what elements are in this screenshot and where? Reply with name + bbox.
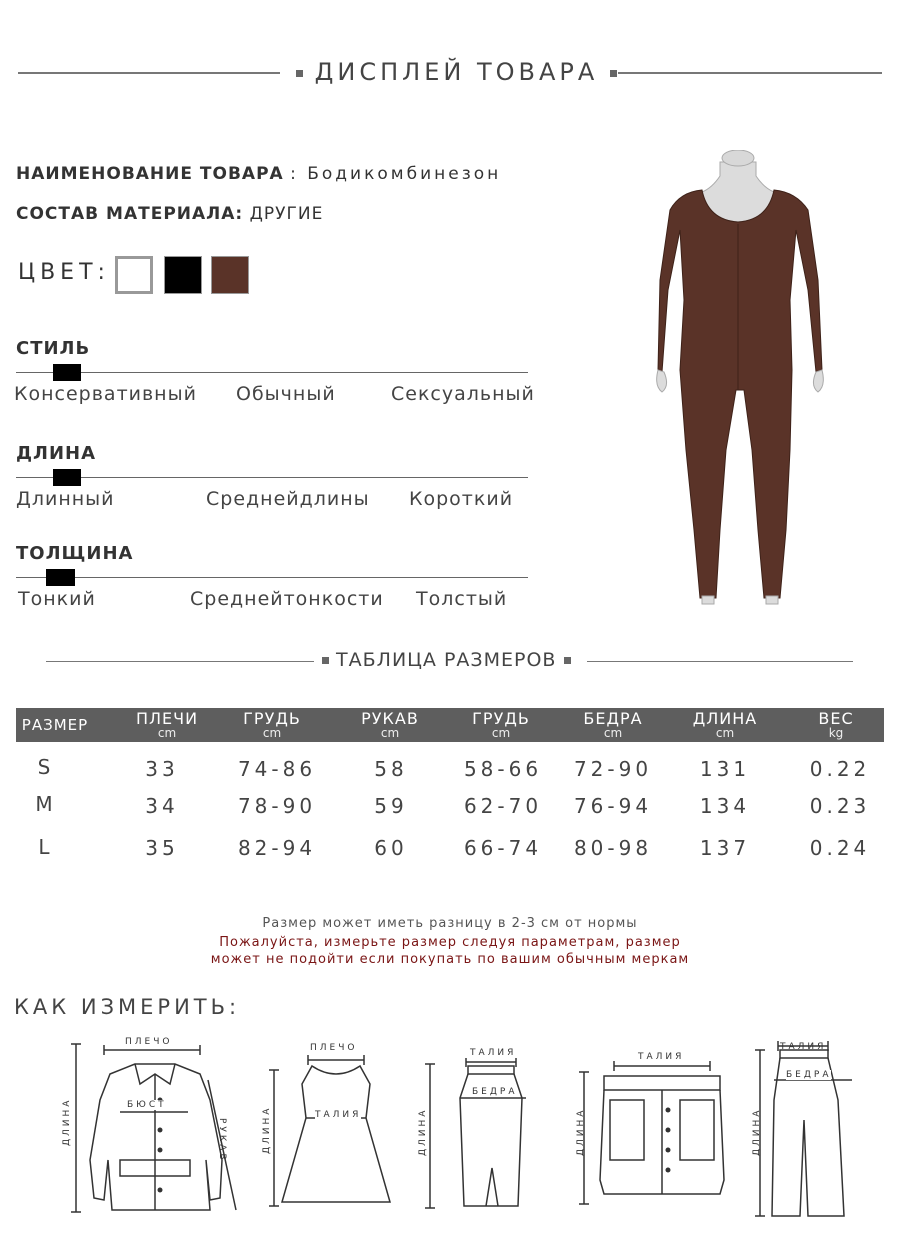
header-chest: ГРУДЬ cm [243,709,301,740]
table-cell: 0.24 [809,836,871,860]
table-cell: 82-94 [237,836,317,860]
header-shoulder: ПЛЕЧИ cm [135,709,199,740]
dress-length-label: ДЛИНА [262,1105,272,1154]
pants-diagram [748,1040,868,1220]
skirt-hips-label: БЕДРА [472,1087,518,1097]
dress-diagram [262,1054,402,1214]
table-cell: 131 [699,757,751,781]
color-swatch-brown[interactable] [211,256,249,294]
header-length: ДЛИНА cm [692,709,758,740]
table-cell: 0.22 [809,757,871,781]
length-scale [16,477,528,478]
size-note: Размер может иметь разницу в 2-3 см от нормы [262,916,638,931]
style-scale [16,372,528,373]
table-cell: 60 [374,836,408,860]
size-table-title: ТАБЛИЦА РАЗМЕРОВ [322,649,571,671]
length-option-medium: Среднейдлины [206,488,370,510]
table-cell: 72-90 [573,757,653,781]
bullet-icon [564,657,571,664]
how-to-measure-title: КАК ИЗМЕРИТЬ: [14,995,241,1019]
material-row: СОСТАВ МАТЕРИАЛА: ДРУГИЕ [16,204,324,224]
header-title: ДИСПЛЕЙ ТОВАРА [296,58,617,86]
header-line-left [18,72,280,74]
thickness-option-thick: Толстый [416,588,508,610]
bullet-icon [296,70,303,77]
table-cell: 137 [699,836,751,860]
table-cell: 34 [145,794,179,818]
pants-length-label: ДЛИНА [752,1107,762,1156]
skirt-length-label: ДЛИНА [418,1107,428,1156]
length-option-long: Длинный [16,488,115,510]
size-l: L [38,835,54,859]
table-cell: 62-70 [463,794,543,818]
style-option-conservative: Консервативный [14,383,197,405]
color-swatch-white[interactable] [115,256,153,294]
table-cell: 134 [699,794,751,818]
header-sleeve: РУКАВ cm [361,709,419,740]
table-cell: 58-66 [463,757,543,781]
thickness-level-marker [46,569,75,586]
table-cell: 58 [374,757,408,781]
dress-shoulder-label: ПЛЕЧО [310,1043,358,1053]
shorts-length-label: ДЛИНА [576,1107,586,1156]
thickness-option-medium: Среднейтонкости [190,588,384,610]
header-size: РАЗМЕР [21,716,89,734]
product-image [640,150,840,610]
skirt-diagram [420,1058,530,1214]
jacket-sleeve-label: РУКАВ [217,1118,227,1163]
color-swatch-black[interactable] [164,256,202,294]
length-level-marker [53,469,81,486]
table-cell: 66-74 [463,836,543,860]
style-option-casual: Обычный [236,383,336,405]
header-hips: БЕДРА cm [583,709,643,740]
color-label: ЦВЕТ: [18,260,110,285]
jacket-shoulder-label: ПЛЕЧО [125,1037,173,1047]
shorts-waist-label: ТАЛИЯ [638,1052,685,1062]
jumpsuit-body [658,190,822,598]
header-weight: ВЕС kg [818,709,854,740]
table-cell: 74-86 [237,757,317,781]
table-cell: 78-90 [237,794,317,818]
measure-note-1: Пожалуйста, измерьте размер следуя параметрам, размер [219,935,681,950]
size-s: S [37,755,55,779]
skirt-waist-label: ТАЛИЯ [470,1048,517,1058]
length-option-short: Короткий [409,488,514,510]
measure-note-2: может не подойти если покупать по вашим обычным меркам [210,952,690,967]
table-cell: 33 [145,757,179,781]
table-cell: 35 [145,836,179,860]
jacket-length-label: ДЛИНА [62,1097,72,1146]
bullet-icon [610,70,617,77]
thickness-label: ТОЛЩИНА [16,543,134,564]
thickness-option-thin: Тонкий [18,588,96,610]
bullet-icon [322,657,329,664]
size-table-line-right [587,661,853,662]
header-chest-2: ГРУДЬ cm [472,709,530,740]
jacket-bust-label: БЮСТ [127,1100,167,1110]
length-label: ДЛИНА [16,443,97,464]
dress-waist-label: ТАЛИЯ [315,1110,362,1120]
style-level-marker [53,364,81,381]
table-cell: 76-94 [573,794,653,818]
product-name-row: НАИМЕНОВАНИЕ ТОВАРА : Бодикомбинезон [16,164,502,184]
style-label: СТИЛЬ [16,338,91,359]
table-cell: 59 [374,794,408,818]
header-line-right [618,72,882,74]
pants-hips-label: БЕДРА [786,1070,832,1080]
pants-waist-label: ТАЛИЯ [780,1042,827,1052]
size-table-line-left [46,661,314,662]
thickness-scale [16,577,528,578]
size-m: M [35,792,57,816]
table-cell: 0.23 [809,794,871,818]
shorts-diagram [574,1060,734,1210]
table-cell: 80-98 [573,836,653,860]
style-option-sexy: Сексуальный [391,383,535,405]
